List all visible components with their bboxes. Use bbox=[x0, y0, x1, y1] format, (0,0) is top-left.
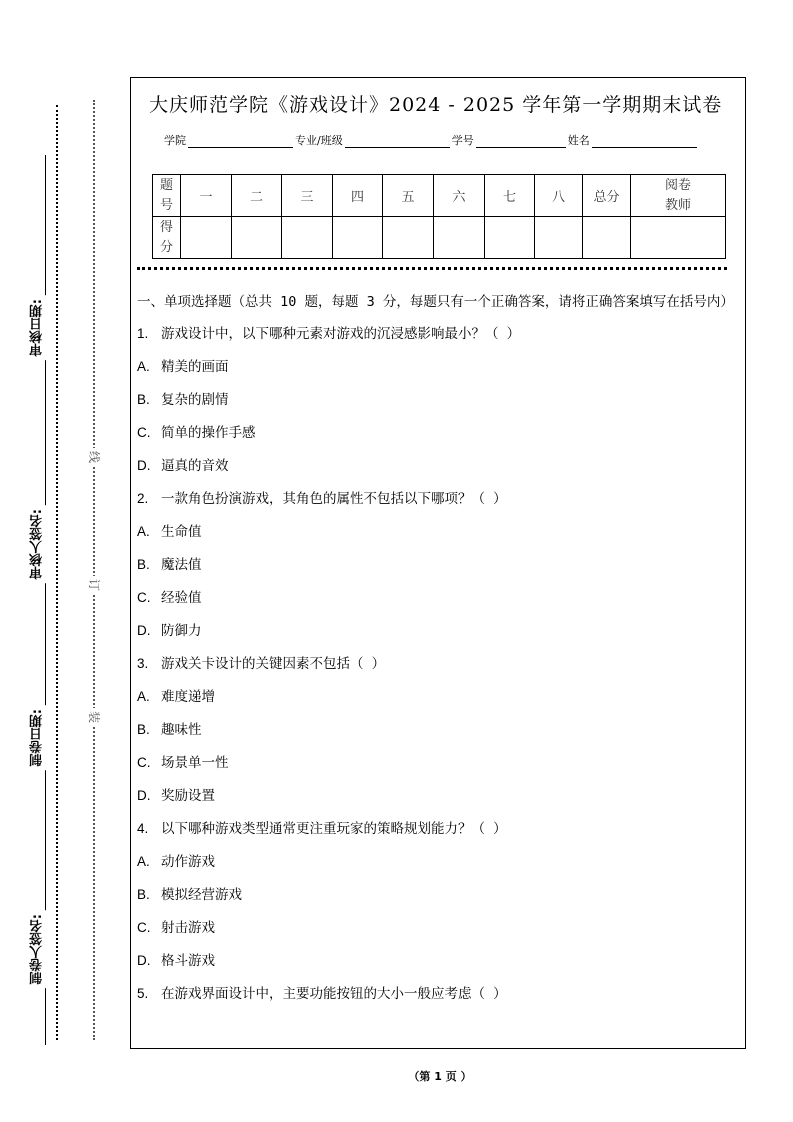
score-table-header-row bbox=[153, 175, 726, 217]
q3-option-d[interactable]: D. 奖励设置 bbox=[137, 788, 215, 804]
compile-date-label: 制卷日期: bbox=[26, 705, 50, 770]
binding-dotted-line-inner bbox=[56, 105, 58, 1040]
question-3: 3. 游戏关卡设计的关键因素不包括（ ） bbox=[137, 656, 386, 672]
col-header-6: 六 bbox=[434, 175, 485, 217]
col-header-8: 八 bbox=[535, 175, 583, 217]
q4-option-c[interactable]: C. 射击游戏 bbox=[137, 920, 215, 936]
field-label-student-id: 学号 bbox=[451, 134, 474, 147]
q2-option-c[interactable]: C. 经验值 bbox=[137, 590, 202, 606]
score-cell-8[interactable] bbox=[535, 217, 583, 259]
binding-dotted-line-outer bbox=[93, 100, 95, 1040]
student-info-row bbox=[164, 132, 699, 148]
q1-option-b[interactable]: B. 复杂的剧情 bbox=[137, 392, 229, 408]
name-field[interactable] bbox=[592, 134, 697, 148]
cut-mark-bind: 订 bbox=[85, 576, 103, 594]
q4-option-d[interactable]: D. 格斗游戏 bbox=[137, 953, 215, 969]
q3-option-a[interactable]: A. 难度递增 bbox=[137, 689, 215, 705]
question-2: 2. 一款角色扮演游戏，其角色的属性不包括以下哪项？（ ） bbox=[137, 491, 507, 507]
score-table-score-row bbox=[153, 217, 726, 259]
col-header-total: 总分 bbox=[583, 175, 631, 217]
q1-option-a[interactable]: A. 精美的画面 bbox=[137, 359, 229, 375]
col-header-grader: 阅卷 教师 bbox=[631, 175, 726, 217]
cut-mark-pack: 装 bbox=[85, 708, 103, 726]
score-cell-3[interactable] bbox=[282, 217, 333, 259]
col-header-4: 四 bbox=[333, 175, 383, 217]
q4-option-b[interactable]: B. 模拟经营游戏 bbox=[137, 887, 242, 903]
score-cell-2[interactable] bbox=[232, 217, 282, 259]
question-number-label: 题 号 bbox=[153, 175, 181, 217]
page-number: （第 1 页 ） bbox=[408, 1070, 472, 1083]
col-header-2: 二 bbox=[232, 175, 282, 217]
score-table bbox=[152, 174, 726, 259]
section-1 bbox=[137, 290, 743, 1015]
score-label: 得 分 bbox=[153, 217, 181, 259]
q2-option-b[interactable]: B. 魔法值 bbox=[137, 557, 202, 573]
exam-title: 大庆师范学院《游戏设计》2024 - 2025 学年第一学期期末试卷 bbox=[149, 94, 723, 116]
score-cell-7[interactable] bbox=[485, 217, 535, 259]
col-header-7: 七 bbox=[485, 175, 535, 217]
col-header-1: 一 bbox=[181, 175, 232, 217]
cut-mark-line: 线 bbox=[85, 448, 103, 466]
field-label-major-class: 专业/班级 bbox=[295, 134, 343, 147]
score-cell-grader[interactable] bbox=[631, 217, 726, 259]
section-1-heading: 一、单项选择题（总共 10 题，每题 3 分，每题只有一个正确答案，请将正确答案填写在括号内） bbox=[137, 294, 734, 310]
score-cell-5[interactable] bbox=[383, 217, 434, 259]
q2-option-d[interactable]: D. 防御力 bbox=[137, 623, 202, 639]
student-id-field[interactable] bbox=[476, 134, 566, 148]
review-date-label: 审核日期: bbox=[26, 295, 50, 360]
col-header-3: 三 bbox=[282, 175, 333, 217]
score-cell-4[interactable] bbox=[333, 217, 383, 259]
question-4: 4. 以下哪种游戏类型通常更注重玩家的策略规划能力？（ ） bbox=[137, 821, 507, 837]
score-cell-6[interactable] bbox=[434, 217, 485, 259]
question-1: 1. 游戏设计中，以下哪种元素对游戏的沉浸感影响最小？（ ） bbox=[137, 326, 521, 342]
q1-option-c[interactable]: C. 简单的操作手感 bbox=[137, 425, 256, 441]
reviewer-signature-label: 审核人签名: bbox=[26, 505, 50, 583]
q3-option-b[interactable]: B. 趣味性 bbox=[137, 722, 202, 738]
col-header-5: 五 bbox=[383, 175, 434, 217]
question-5: 5. 在游戏界面设计中，主要功能按钮的大小一般应考虑（ ） bbox=[137, 986, 507, 1002]
exam-frame bbox=[130, 77, 746, 1049]
college-field[interactable] bbox=[188, 134, 293, 148]
score-cell-1[interactable] bbox=[181, 217, 232, 259]
q2-option-a[interactable]: A. 生命值 bbox=[137, 524, 202, 540]
major-class-field[interactable] bbox=[345, 134, 450, 148]
q1-option-d[interactable]: D. 逼真的音效 bbox=[137, 458, 229, 474]
q3-option-c[interactable]: C. 场景单一性 bbox=[137, 755, 229, 771]
score-cell-total[interactable] bbox=[583, 217, 631, 259]
field-label-college: 学院 bbox=[164, 134, 186, 147]
q4-option-a[interactable]: A. 动作游戏 bbox=[137, 854, 215, 870]
section-separator bbox=[137, 267, 727, 270]
field-label-name: 姓名 bbox=[567, 134, 590, 147]
compiler-signature-label: 制卷人签名: bbox=[26, 910, 50, 988]
